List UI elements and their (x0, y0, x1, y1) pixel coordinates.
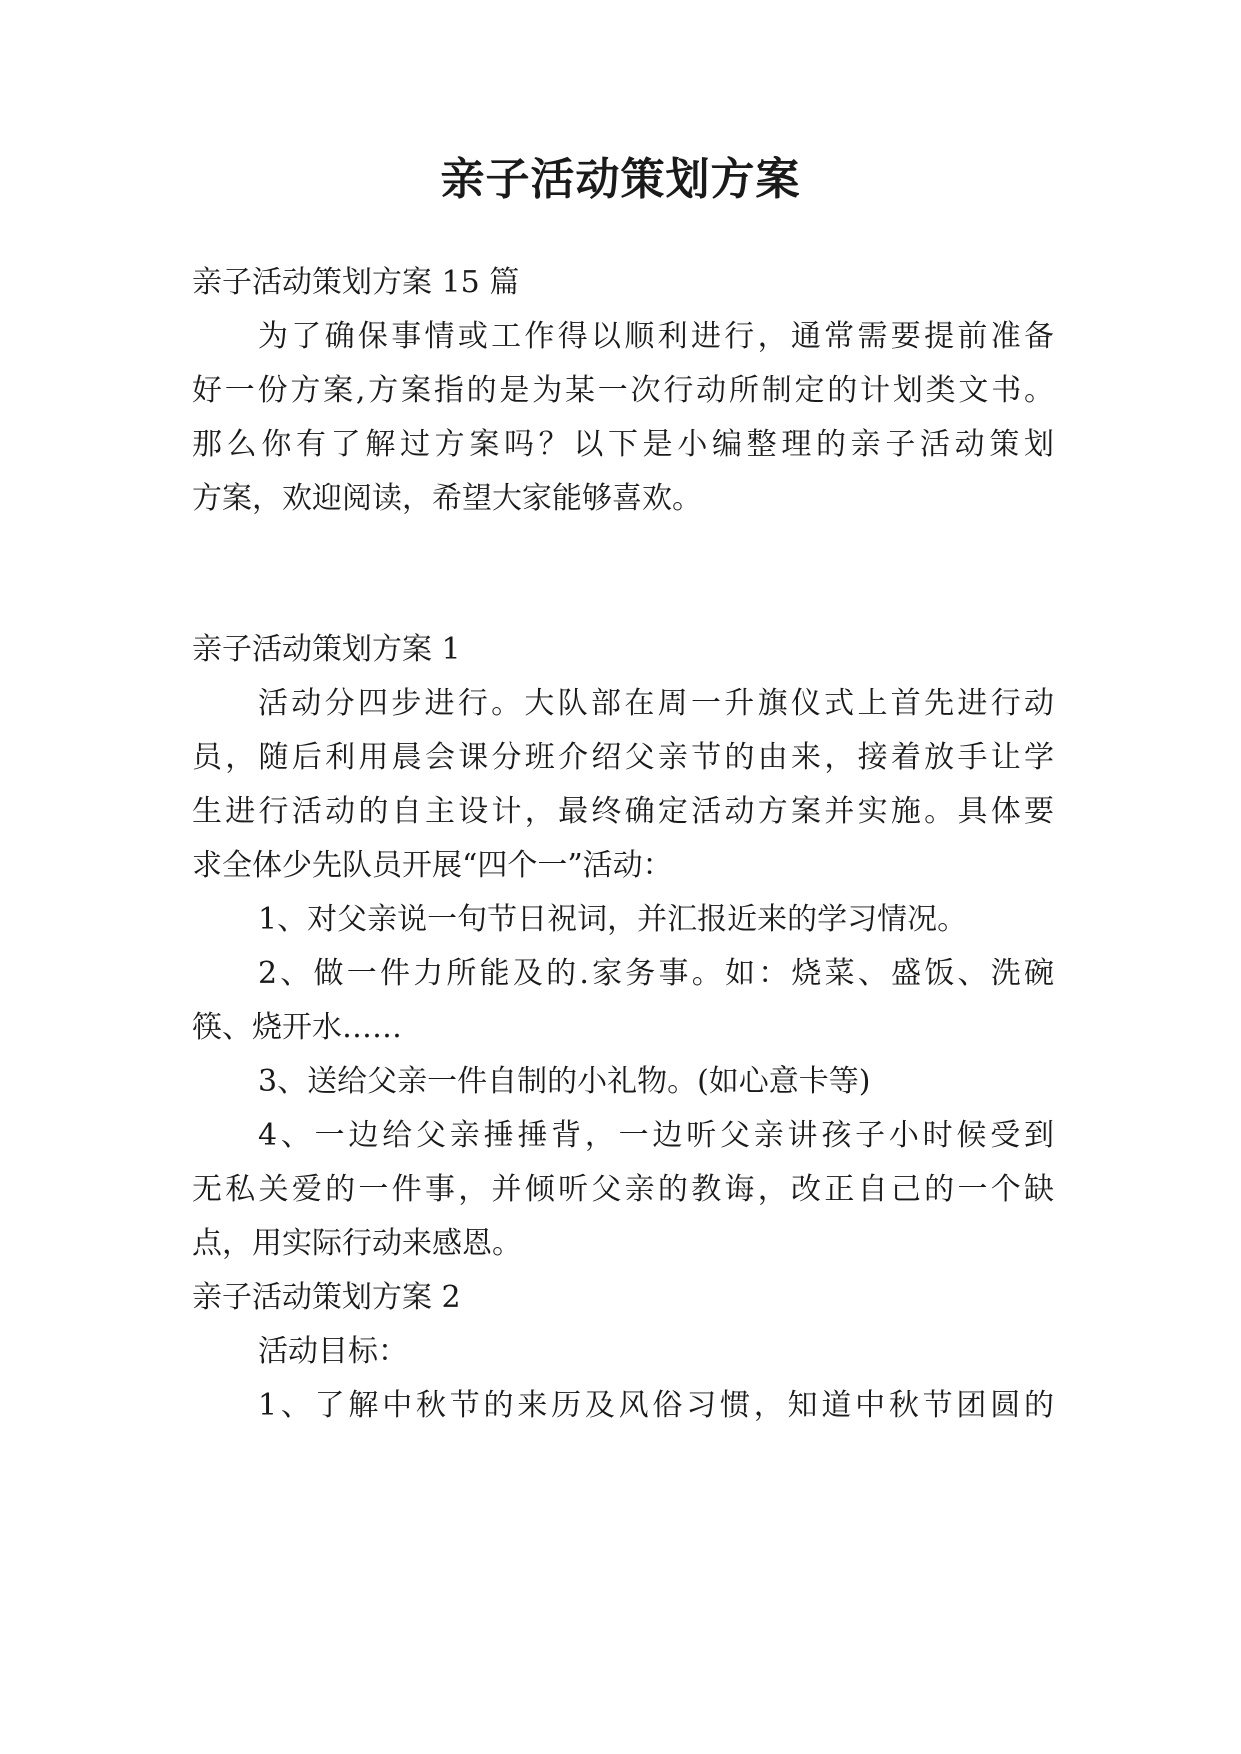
intro-line: 为了确保事情或工作得以顺利进行，通常需要提前准备 (258, 319, 1054, 354)
list-item: 2、做一件力所能及的.家务事。如：烧菜、盛饭、洗碗 (258, 956, 1054, 991)
list-item: 点，用实际行动来感恩。 (192, 1226, 522, 1261)
intro-line: 方案，欢迎阅读，希望大家能够喜欢。 (192, 481, 702, 516)
body-line: 求全体少先队员开展“四个一”活动： (192, 848, 673, 883)
body-line: 员，随后利用晨会课分班介绍父亲节的由来，接着放手让学 (192, 740, 1054, 775)
subheading: 活动目标： (258, 1334, 408, 1369)
body-line: 活动分四步进行。大队部在周一升旗仪式上首先进行动 (258, 686, 1054, 721)
list-item: 1、了解中秋节的来历及风俗习惯，知道中秋节团圆的 (258, 1388, 1054, 1423)
list-item: 4、一边给父亲捶捶背，一边听父亲讲孩子小时候受到 (258, 1118, 1054, 1153)
intro-line: 好一份方案,方案指的是为某一次行动所制定的计划类文书。 (192, 373, 1054, 408)
list-item: 1、对父亲说一句节日祝词，并汇报近来的学习情况。 (258, 902, 968, 937)
section-heading: 亲子活动策划方案 1 (192, 632, 461, 667)
list-item: 无私关爱的一件事，并倾听父亲的教诲，改正自己的一个缺 (192, 1172, 1054, 1207)
document-title: 亲子活动策划方案 (440, 154, 801, 205)
collection-heading: 亲子活动策划方案 15 篇 (192, 265, 520, 300)
list-item: 3、送给父亲一件自制的小礼物。(如心意卡等) (258, 1064, 871, 1099)
section-heading: 亲子活动策划方案 2 (192, 1280, 461, 1315)
list-item: 筷、烧开水…… (192, 1010, 402, 1045)
intro-line: 那么你有了解过方案吗？以下是小编整理的亲子活动策划 (192, 427, 1054, 462)
body-line: 生进行活动的自主设计，最终确定活动方案并实施。具体要 (192, 794, 1054, 829)
